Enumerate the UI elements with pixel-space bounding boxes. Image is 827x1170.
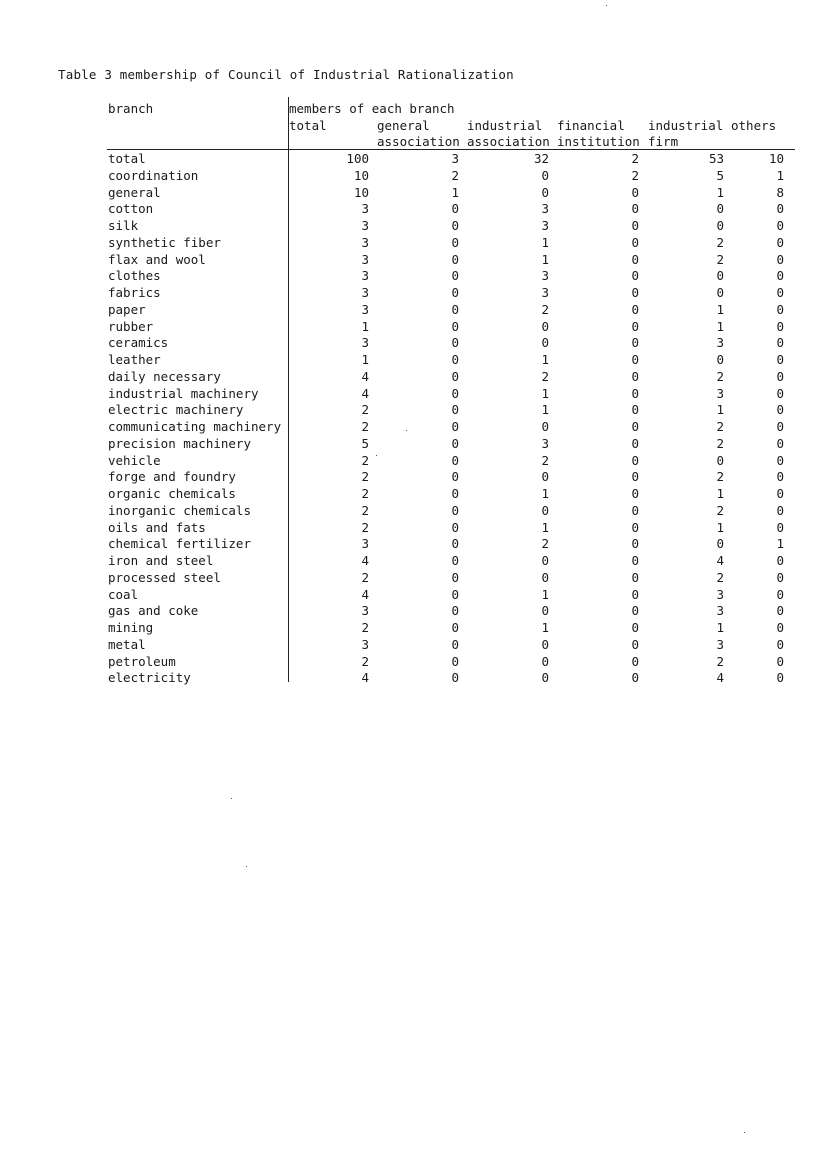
cell-total: 3 (361, 285, 369, 300)
cell-financial-institution: 0 (631, 234, 639, 250)
cell-others: 0 (776, 452, 784, 468)
table-row (0, 536, 827, 552)
cell-industrial-firm: 3 (716, 385, 724, 401)
cell-financial-institution: 0 (631, 536, 639, 552)
cell-industrial-firm: 1 (716, 620, 724, 635)
cell-branch: chemical fertilizer (108, 536, 251, 552)
cell-financial-institution: 0 (631, 603, 639, 619)
table-row (0, 654, 827, 670)
cell-industrial-association: 0 (541, 335, 549, 351)
header-rule (107, 149, 795, 150)
table-row (0, 603, 827, 619)
cell-general-association: 0 (451, 419, 459, 434)
table-row (0, 419, 827, 435)
cell-general-association: 0 (451, 670, 459, 686)
scan-speck (231, 798, 232, 799)
cell-others: 8 (776, 184, 784, 200)
cell-financial-institution: 0 (631, 502, 639, 518)
cell-financial-institution: 0 (631, 201, 639, 217)
cell-industrial-firm: 0 (716, 352, 724, 367)
cell-financial-institution: 2 (631, 167, 639, 183)
cell-total: 2 (361, 653, 369, 669)
cell-industrial-firm: 2 (716, 368, 724, 384)
cell-financial-institution: 0 (631, 268, 639, 284)
cell-industrial-firm: 3 (716, 335, 724, 351)
header-industrial-line1: industrial (467, 118, 543, 133)
cell-total: 4 (361, 553, 369, 568)
cell-total: 2 (361, 419, 369, 434)
cell-industrial-firm: 1 (716, 301, 724, 317)
header-general-line2: association (377, 134, 460, 149)
cell-financial-institution: 0 (631, 569, 639, 585)
table-row (0, 503, 827, 519)
cell-industrial-association: 0 (541, 603, 549, 619)
cell-general-association: 0 (451, 268, 459, 284)
cell-industrial-firm: 0 (716, 201, 724, 217)
scan-speck (406, 430, 407, 431)
cell-branch: fabrics (108, 285, 161, 300)
cell-branch: mining (108, 620, 154, 635)
cell-total: 3 (361, 234, 369, 250)
table-row (0, 302, 827, 318)
table-row (0, 553, 827, 569)
cell-branch: silk (108, 218, 139, 233)
table-row (0, 486, 827, 502)
cell-total: 3 (361, 335, 369, 351)
table-row (0, 218, 827, 234)
cell-industrial-association: 1 (541, 402, 549, 418)
cell-general-association: 0 (451, 402, 459, 418)
cell-financial-institution: 0 (631, 301, 639, 317)
cell-general-association: 0 (451, 502, 459, 518)
cell-financial-institution: 0 (631, 435, 639, 451)
cell-general-association: 0 (451, 519, 459, 535)
cell-industrial-firm: 2 (716, 502, 724, 518)
cell-industrial-firm: 5 (716, 167, 724, 183)
cell-general-association: 0 (451, 435, 459, 451)
cell-industrial-association: 0 (541, 636, 549, 652)
cell-industrial-association: 1 (541, 486, 549, 501)
cell-industrial-association: 3 (541, 435, 549, 451)
cell-total: 100 (346, 151, 369, 166)
cell-general-association: 0 (451, 201, 459, 217)
cell-others: 0 (776, 368, 784, 384)
cell-others: 0 (776, 335, 784, 351)
table-row (0, 520, 827, 536)
cell-general-association: 0 (451, 218, 459, 233)
cell-branch: gas and coke (108, 603, 199, 619)
cell-industrial-association: 3 (541, 218, 549, 233)
cell-industrial-association: 1 (541, 352, 549, 367)
cell-industrial-firm: 2 (716, 251, 724, 267)
cell-others: 0 (776, 318, 784, 334)
cell-industrial-association: 0 (541, 569, 549, 585)
cell-industrial-firm: 53 (708, 151, 724, 166)
cell-total: 5 (361, 435, 369, 451)
cell-total: 3 (361, 218, 369, 233)
cell-others: 0 (776, 603, 784, 619)
cell-total: 2 (361, 519, 369, 535)
cell-industrial-firm: 0 (716, 452, 724, 468)
cell-total: 3 (361, 201, 369, 217)
cell-total: 2 (361, 469, 369, 485)
table-row (0, 402, 827, 418)
cell-industrial-firm: 2 (716, 435, 724, 451)
cell-general-association: 0 (451, 301, 459, 317)
table-row (0, 319, 827, 335)
cell-others: 0 (776, 218, 784, 233)
cell-total: 3 (361, 636, 369, 652)
table-row (0, 670, 827, 686)
cell-general-association: 0 (451, 285, 459, 300)
table-row (0, 352, 827, 368)
cell-branch: daily necessary (108, 368, 221, 384)
table-row (0, 386, 827, 402)
cell-general-association: 0 (451, 536, 459, 552)
cell-industrial-association: 0 (541, 553, 549, 568)
cell-total: 2 (361, 402, 369, 418)
table-row (0, 201, 827, 217)
cell-branch: processed steel (108, 569, 221, 585)
cell-financial-institution: 0 (631, 636, 639, 652)
cell-others: 0 (776, 301, 784, 317)
cell-branch: petroleum (108, 653, 176, 669)
header-general-line1: general (377, 118, 430, 133)
cell-branch: industrial machinery (108, 385, 259, 401)
cell-general-association: 0 (451, 603, 459, 619)
cell-industrial-firm: 4 (716, 670, 724, 686)
cell-branch: clothes (108, 268, 161, 284)
cell-financial-institution: 0 (631, 218, 639, 233)
cell-branch: forge and foundry (108, 469, 236, 485)
cell-industrial-association: 0 (541, 469, 549, 485)
cell-general-association: 0 (451, 636, 459, 652)
cell-branch: synthetic fiber (108, 234, 221, 250)
cell-general-association: 0 (451, 569, 459, 585)
cell-industrial-firm: 0 (716, 218, 724, 233)
cell-industrial-association: 3 (541, 285, 549, 300)
cell-general-association: 0 (451, 318, 459, 334)
cell-financial-institution: 0 (631, 402, 639, 418)
cell-general-association: 0 (451, 251, 459, 267)
cell-industrial-association: 3 (541, 201, 549, 217)
cell-others: 0 (776, 569, 784, 585)
cell-industrial-firm: 2 (716, 569, 724, 585)
cell-branch: organic chemicals (108, 486, 236, 501)
table-row (0, 453, 827, 469)
cell-financial-institution: 0 (631, 368, 639, 384)
cell-industrial-firm: 2 (716, 653, 724, 669)
cell-financial-institution: 0 (631, 335, 639, 351)
cell-industrial-firm: 1 (716, 486, 724, 501)
cell-total: 2 (361, 620, 369, 635)
cell-industrial-association: 2 (541, 452, 549, 468)
cell-general-association: 0 (451, 553, 459, 568)
cell-total: 4 (361, 586, 369, 602)
cell-general-association: 3 (451, 151, 459, 166)
scan-speck (606, 5, 607, 6)
cell-general-association: 2 (451, 167, 459, 183)
cell-others: 0 (776, 402, 784, 418)
cell-others: 0 (776, 285, 784, 300)
cell-total: 2 (361, 452, 369, 468)
header-firm-line1: industrial (648, 118, 724, 133)
cell-others: 0 (776, 653, 784, 669)
cell-industrial-association: 32 (533, 151, 549, 166)
cell-branch: leather (108, 352, 161, 367)
cell-branch: vehicle (108, 452, 161, 468)
cell-others: 0 (776, 234, 784, 250)
cell-branch: iron and steel (108, 553, 214, 568)
cell-industrial-association: 0 (541, 653, 549, 669)
cell-general-association: 0 (451, 385, 459, 401)
header-firm-line2: firm (648, 134, 679, 149)
cell-others: 0 (776, 486, 784, 501)
cell-others: 0 (776, 268, 784, 284)
cell-total: 3 (361, 268, 369, 284)
table-row (0, 252, 827, 268)
table-caption: Table 3 membership of Council of Industrial Rationalization (58, 67, 514, 82)
header-industrial-line2: association (467, 134, 550, 149)
cell-financial-institution: 0 (631, 586, 639, 602)
cell-general-association: 0 (451, 234, 459, 250)
cell-others: 1 (776, 167, 784, 183)
cell-industrial-firm: 1 (716, 184, 724, 200)
cell-financial-institution: 0 (631, 184, 639, 200)
cell-industrial-association: 1 (541, 519, 549, 535)
cell-branch: flax and wool (108, 251, 206, 267)
cell-industrial-association: 0 (541, 184, 549, 200)
cell-industrial-association: 1 (541, 586, 549, 602)
table-row (0, 369, 827, 385)
table-row (0, 469, 827, 485)
cell-general-association: 0 (451, 620, 459, 635)
cell-others: 0 (776, 586, 784, 602)
cell-branch: total (108, 151, 146, 166)
cell-others: 0 (776, 519, 784, 535)
cell-industrial-firm: 1 (716, 402, 724, 418)
cell-financial-institution: 2 (631, 151, 639, 166)
cell-total: 2 (361, 569, 369, 585)
cell-industrial-association: 0 (541, 670, 549, 686)
cell-financial-institution: 0 (631, 318, 639, 334)
cell-industrial-association: 1 (541, 251, 549, 267)
table-row (0, 587, 827, 603)
cell-branch: inorganic chemicals (108, 502, 251, 518)
cell-financial-institution: 0 (631, 519, 639, 535)
table-row (0, 285, 827, 301)
cell-total: 10 (353, 167, 369, 183)
cell-financial-institution: 0 (631, 251, 639, 267)
table-row (0, 268, 827, 284)
cell-industrial-association: 1 (541, 234, 549, 250)
cell-industrial-firm: 0 (716, 285, 724, 300)
cell-total: 10 (353, 184, 369, 200)
cell-industrial-association: 0 (541, 318, 549, 334)
cell-total: 2 (361, 502, 369, 518)
cell-industrial-association: 2 (541, 301, 549, 317)
cell-branch: metal (108, 636, 146, 652)
cell-others: 0 (776, 502, 784, 518)
cell-financial-institution: 0 (631, 670, 639, 686)
cell-industrial-association: 0 (541, 167, 549, 183)
cell-industrial-firm: 0 (716, 536, 724, 552)
cell-total: 1 (361, 318, 369, 334)
cell-financial-institution: 0 (631, 486, 639, 501)
cell-industrial-firm: 4 (716, 553, 724, 568)
cell-branch: communicating machinery (108, 419, 282, 434)
cell-industrial-firm: 0 (716, 268, 724, 284)
cell-total: 1 (361, 352, 369, 367)
cell-general-association: 1 (451, 184, 459, 200)
cell-others: 0 (776, 670, 784, 686)
cell-general-association: 0 (451, 486, 459, 501)
scan-speck (744, 1132, 745, 1133)
cell-others: 0 (776, 251, 784, 267)
cell-branch: oils and fats (108, 519, 206, 535)
cell-financial-institution: 0 (631, 285, 639, 300)
cell-total: 3 (361, 536, 369, 552)
cell-industrial-firm: 2 (716, 469, 724, 485)
cell-industrial-firm: 3 (716, 636, 724, 652)
table-row (0, 620, 827, 636)
cell-general-association: 0 (451, 653, 459, 669)
cell-branch: rubber (108, 318, 154, 334)
cell-total: 3 (361, 251, 369, 267)
cell-industrial-association: 1 (541, 385, 549, 401)
cell-branch: precision machinery (108, 435, 251, 451)
table-row (0, 436, 827, 452)
cell-total: 4 (361, 385, 369, 401)
cell-general-association: 0 (451, 586, 459, 602)
header-members-of-each-branch: members of each branch (289, 101, 455, 116)
cell-general-association: 0 (451, 368, 459, 384)
table-row (0, 570, 827, 586)
cell-others: 0 (776, 620, 784, 635)
cell-others: 0 (776, 636, 784, 652)
cell-general-association: 0 (451, 335, 459, 351)
cell-others: 0 (776, 553, 784, 568)
cell-industrial-firm: 3 (716, 586, 724, 602)
cell-industrial-association: 0 (541, 419, 549, 434)
cell-total: 4 (361, 368, 369, 384)
cell-others: 0 (776, 469, 784, 485)
cell-others: 0 (776, 385, 784, 401)
cell-general-association: 0 (451, 469, 459, 485)
cell-financial-institution: 0 (631, 620, 639, 635)
cell-others: 10 (768, 151, 784, 166)
header-total: total (289, 118, 327, 133)
scan-speck (246, 866, 247, 867)
cell-total: 4 (361, 670, 369, 686)
cell-others: 0 (776, 435, 784, 451)
cell-general-association: 0 (451, 352, 459, 367)
table-row (0, 168, 827, 184)
cell-industrial-firm: 1 (716, 519, 724, 535)
cell-industrial-association: 2 (541, 536, 549, 552)
cell-industrial-association: 3 (541, 268, 549, 284)
table-row (0, 235, 827, 251)
cell-branch: ceramics (108, 335, 169, 351)
header-others: others (731, 118, 777, 133)
cell-total: 3 (361, 603, 369, 619)
table-row (0, 335, 827, 351)
cell-financial-institution: 0 (631, 653, 639, 669)
cell-total: 3 (361, 301, 369, 317)
cell-branch: coal (108, 586, 139, 602)
cell-others: 0 (776, 201, 784, 217)
cell-industrial-association: 0 (541, 502, 549, 518)
header-branch: branch (108, 101, 154, 116)
cell-financial-institution: 0 (631, 452, 639, 468)
cell-industrial-association: 2 (541, 368, 549, 384)
cell-industrial-firm: 1 (716, 318, 724, 334)
cell-others: 1 (776, 536, 784, 552)
table-row (0, 637, 827, 653)
cell-branch: paper (108, 301, 146, 317)
cell-industrial-firm: 2 (716, 419, 724, 434)
cell-financial-institution: 0 (631, 385, 639, 401)
cell-general-association: 0 (451, 452, 459, 468)
cell-financial-institution: 0 (631, 469, 639, 485)
cell-branch: coordination (108, 167, 199, 183)
cell-branch: general (108, 184, 161, 200)
table-row (0, 151, 827, 167)
cell-financial-institution: 0 (631, 352, 639, 367)
cell-branch: cotton (108, 201, 154, 217)
cell-others: 0 (776, 419, 784, 434)
header-financial-line1: financial (557, 118, 625, 133)
cell-financial-institution: 0 (631, 419, 639, 434)
scan-speck (376, 455, 377, 456)
cell-industrial-firm: 2 (716, 234, 724, 250)
cell-others: 0 (776, 352, 784, 367)
header-financial-line2: institution (557, 134, 640, 149)
cell-industrial-firm: 3 (716, 603, 724, 619)
cell-branch: electric machinery (108, 402, 244, 418)
cell-industrial-association: 1 (541, 620, 549, 635)
cell-financial-institution: 0 (631, 553, 639, 568)
cell-total: 2 (361, 486, 369, 501)
table-row (0, 185, 827, 201)
cell-branch: electricity (108, 670, 191, 686)
